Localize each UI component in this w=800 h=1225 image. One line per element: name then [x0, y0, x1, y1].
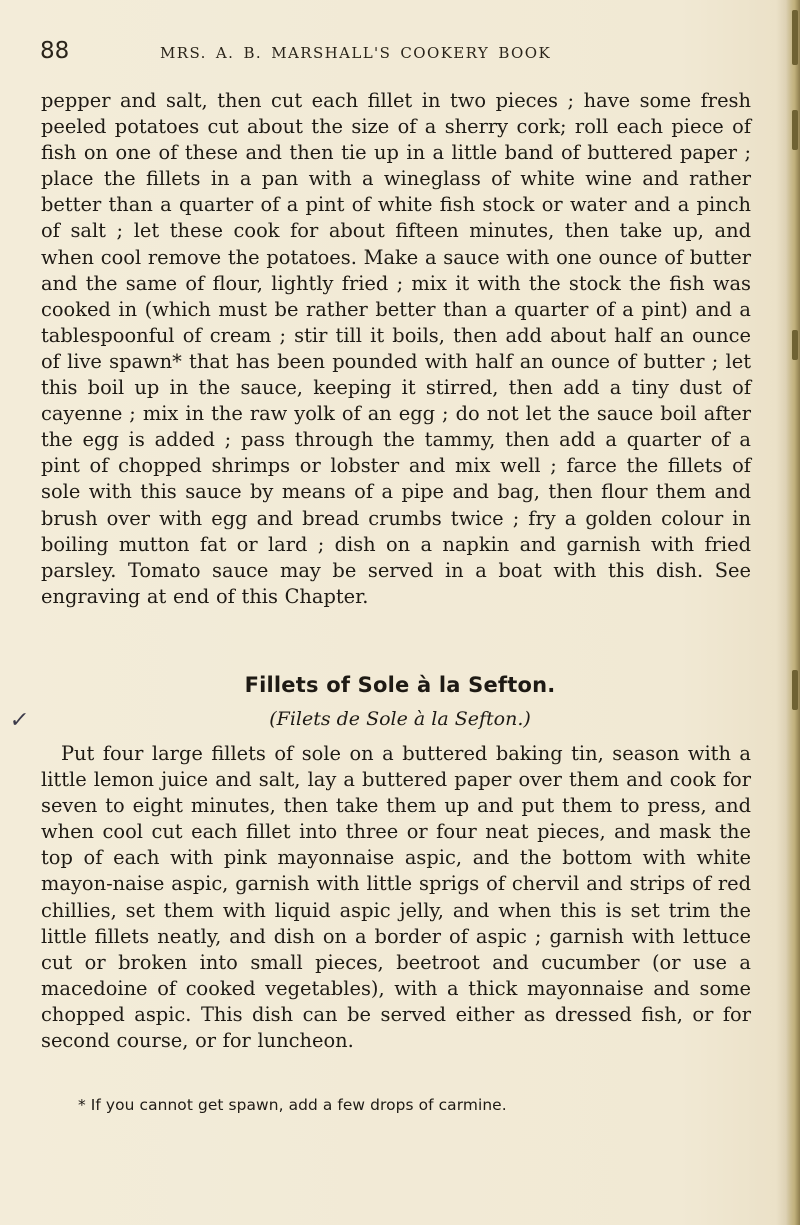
- paragraph-continued: pepper and salt, then cut each fillet in two pieces ; have some fresh peeled potatoes cut about the size of a sherry cork; roll each piece of fish on one of these and then tie up in a little band of buttered paper ; place the fillets in a pan with a wineglass of white wine and rather better than a quarter of a pint of white fish stock or water and a pinch of salt ; let these cook for about fifteen minutes, then take up, and when cool remove the potatoes. Make a sauce with one ounce of butter and the same of flour, lightly fried ; mix it with the stock the fish was cooked in (which must be rather better than a quarter of a pint) and a tablespoonful of cream ; stir till it boils, then add about half an ounce of live spawn* that has been pounded with half an ounce of butter ; let this boil up in the sauce, keeping it stirred, then add a tiny dust of cayenne ; mix in the raw yolk of an egg ; do not let the sauce boil after the egg is added ; pass through the tammy, then add a quarter of a pint of chopped shrimps or lobster and mix well ; farce the fillets of sole with this sauce by means of a pipe and bag, then flour them and brush over with egg and bread crumbs twice ; fry a golden colour in boiling mutton fat or lard ; dish on a napkin and garnish with fried parsley. Tomato sauce may be served in a boat with this dish. See engraving at end of this Chapter.: [41, 89, 751, 608]
- recipe-title: Fillets of Sole à la Sefton.: [244, 673, 556, 697]
- page-edge-shadow: [786, 0, 800, 1225]
- edge-stain: [792, 10, 798, 65]
- edge-stain: [792, 110, 798, 150]
- paragraph-sefton-recipe: Put four large fillets of sole on a buttered baking tin, season with a little lemon juice and salt, lay a buttered paper over them and cook for seven to eight minutes, then take them up and put them to press, and when cool cut each fillet into three or four neat pieces, and mask the top of each with pink mayonnaise aspic, and the bottom with white mayon-naise aspic, garnish with little sprigs of chervil and strips of red chillies, set them with liquid aspic jelly, and when this is set trim the little fillets neatly, and dish on a border of aspic ; garnish with lettuce cut or broken into small pieces, beetroot and cucumber (or use a macedoine of cooked vegetables), with a thick mayonnaise and some chopped aspic. This dish can be served either as dressed fish, or for second course, or for luncheon.: [41, 742, 751, 1053]
- page-header: [40, 38, 760, 68]
- page-number: 88: [40, 38, 70, 64]
- running-title: MRS. A. B. MARSHALL'S COOKERY BOOK: [160, 44, 552, 62]
- footnote: * If you cannot get spawn, add a few drops of carmine.: [78, 1096, 507, 1114]
- margin-check-mark: ✓: [8, 708, 31, 733]
- recipe-subtitle: (Filets de Sole à la Sefton.): [269, 708, 531, 730]
- edge-stain: [792, 330, 798, 360]
